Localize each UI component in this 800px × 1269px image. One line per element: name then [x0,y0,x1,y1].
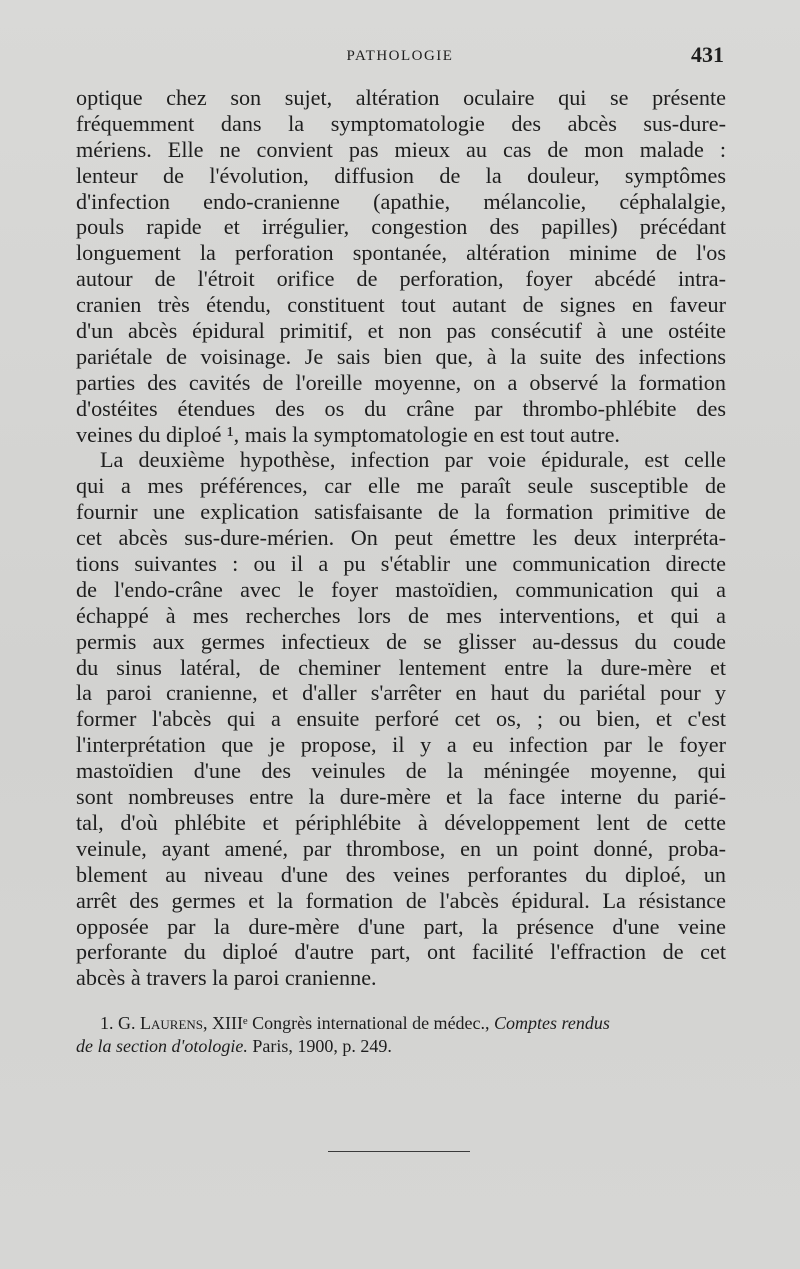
text-line: optique chez son sujet, altération oculaire qui se présente [76,85,726,110]
text-line: fréquemment dans la symptomatologie des abcès sus-dure- [76,110,726,136]
text-line: former l'abcès qui a ensuite perforé cet os, ; ou bien, et c'est [76,706,726,732]
text-line: opposée par la dure-mère d'une part, la présence d'une veine [76,913,726,939]
page-number: 431 [691,42,724,67]
footnote [76,1012,726,1058]
footnote-number: 1. [100,1013,114,1033]
text-line: l'interprétation que je propose, il y a eu infection par le foyer [76,732,726,758]
running-head [76,42,724,76]
text-line: cet abcès sus-dure-mérien. On peut émettre les deux interpréta- [76,525,726,551]
running-title: PATHOLOGIE [346,48,454,64]
text-line: veines du diploé ¹, mais la symptomatologie en est tout autre. [76,421,620,447]
text-line: qui a mes préférences, car elle me paraît seule susceptible de [76,473,726,499]
text-line: fournir une explication satisfaisante de la formation primitive de [76,499,726,525]
text-line: mastoïdien d'une des veinules de la méningée moyenne, qui [76,758,726,784]
footnote-author: G. Laurens, [118,1013,208,1033]
text-line: veinule, ayant amené, par thrombose, en un point donné, proba- [76,835,726,861]
text-line: tions suivantes : ou il a pu s'établir une communication directe [76,551,726,577]
text-line: parties des cavités de l'oreille moyenne, on a observé la formation [76,369,726,395]
text-line: permis aux germes infectieux de se glisser au-dessus du coude [76,628,726,654]
footnote-line-1 [76,1012,726,1035]
text-line: la paroi cranienne, et d'aller s'arrêter en haut du pariétal pour y [76,680,726,706]
text-line: mériens. Elle ne convient pas mieux au cas de mon malade : [76,136,726,162]
text-line: d'ostéites étendues des os du crâne par thrombo-phlébite des [76,395,726,421]
text-line: blement au niveau d'une des veines perforantes du diploé, un [76,861,726,887]
text-line: abcès à travers la paroi cranienne. [76,965,377,991]
text-line: de l'endo-crâne avec le foyer mastoïdien, communication qui a [76,576,726,602]
text-line: autour de l'étroit orifice de perforation, foyer abcédé intra- [76,266,726,292]
text-line: échappé à mes recherches lors de mes interventions, et qui a [76,602,726,628]
text-line: La deuxième hypothèse, infection par voie épidurale, est celle [100,447,726,473]
text-line: pouls rapide et irrégulier, congestion des papilles) précédant [76,214,726,240]
text-line: sont nombreuses entre la dure-mère et la face interne du parié- [76,784,726,810]
text-line: pariétale de voisinage. Je sais bien que, à la suite des infections [76,343,726,369]
footnote-imprint: Paris, 1900, p. 249. [247,1036,392,1056]
text-line: d'un abcès épidural primitif, et non pas consécutif à une ostéite [76,318,726,344]
footnote-title: Comptes rendus [494,1013,610,1033]
footnote-line-2 [76,1035,726,1058]
text-line: cranien très étendu, constituent tout autant de signes en faveur [76,292,726,318]
closing-rule [328,1151,470,1152]
text-line: du sinus latéral, de cheminer lentement entre la dure-mère et [76,654,726,680]
footnote-title-cont: de la section d'otologie. [76,1036,248,1056]
text-line: perforante du diploé d'autre part, ont facilité l'effraction de cet [76,939,726,965]
text-line: lenteur de l'évolution, diffusion de la douleur, symptômes [76,162,726,188]
text-line: arrêt des germes et la formation de l'abcès épidural. La résistance [76,887,726,913]
text-line: longuement la perforation spontanée, altération minime de l'os [76,240,726,266]
text-line: tal, d'où phlébite et périphlébite à développement lent de cette [76,809,726,835]
footnote-text: XIIIᵉ Congrès international de médec., [207,1013,495,1033]
text-line: d'infection endo-cranienne (apathie, mélancolie, céphalalgie, [76,188,726,214]
body-text [76,85,726,991]
